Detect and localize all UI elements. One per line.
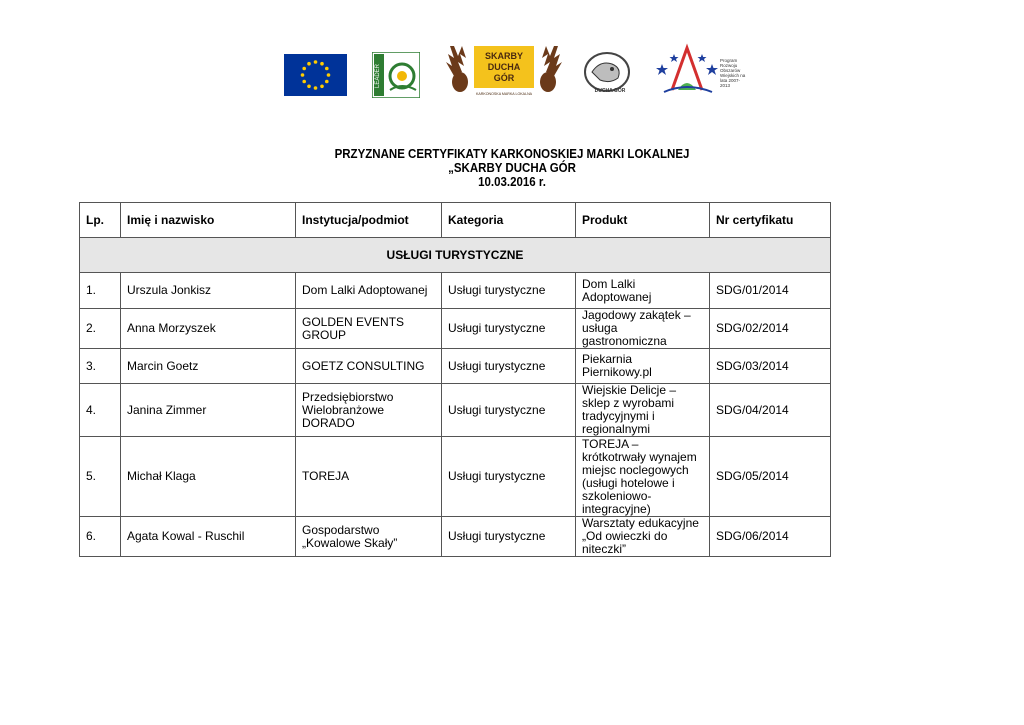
svg-text:DUCHA: DUCHA [487, 62, 521, 72]
cell-product: Wiejskie Delicje – sklep z wyrobami tradycyjnymi i regionalnymi [576, 384, 710, 437]
cell-lp: 4. [80, 384, 121, 437]
section-row [80, 238, 831, 273]
cell-product: Piekarnia Piernikowy.pl [576, 349, 710, 384]
leader-text: LEADER [375, 63, 381, 89]
cell-category: Usługi turystyczne [442, 349, 576, 384]
cell-institution: Gospodarstwo „Kowalowe Skały” [296, 517, 442, 557]
cell-product: TOREJA – krótkotrwały wynajem miejsc noclegowych (usługi hotelowe i szkoleniowo-integracyjne) [576, 437, 710, 517]
cell-name: Agata Kowal - Ruschil [121, 517, 296, 557]
title-line-1: PRZYZNANE CERTYFIKATY KARKONOSKIEJ MARKI LOKALNEJ [334, 147, 690, 161]
table-row [80, 349, 831, 384]
cell-category: Usługi turystyczne [442, 273, 576, 309]
cell-category: Usługi turystyczne [442, 384, 576, 437]
table-row [80, 384, 831, 437]
header-lp: Lp. [80, 203, 121, 238]
logo-strip [0, 40, 1024, 100]
cell-category: Usługi turystyczne [442, 517, 576, 557]
certificates-table [79, 202, 831, 557]
cell-certificate-number: SDG/02/2014 [710, 309, 831, 349]
table-row [80, 437, 831, 517]
cell-institution: GOLDEN EVENTS GROUP [296, 309, 442, 349]
eu-flag-logo [284, 54, 347, 96]
title-line-2: „SKARBY DUCHA GÓR [448, 161, 576, 175]
cell-lp: 3. [80, 349, 121, 384]
header-name: Imię i nazwisko [121, 203, 296, 238]
sdg-subtext: KARKONOSKA MARKA LOKALNA [475, 92, 533, 96]
section-label: USŁUGI TURYSTYCZNE [80, 238, 831, 273]
table-row [80, 517, 831, 557]
skarby-ducha-gor-logo [440, 42, 568, 98]
leader-logo [372, 52, 420, 98]
header-certificate-number: Nr certyfikatu [710, 203, 831, 238]
cell-lp: 6. [80, 517, 121, 557]
svg-text:SKARBY: SKARBY [484, 51, 524, 61]
table-row [80, 309, 831, 349]
cell-category: Usługi turystyczne [442, 437, 576, 517]
cell-lp: 2. [80, 309, 121, 349]
cell-product: Jagodowy zakątek – usługa gastronomiczna [576, 309, 710, 349]
cell-institution: GOETZ CONSULTING [296, 349, 442, 384]
table-header-row [80, 203, 831, 238]
cell-name: Urszula Jonkisz [121, 273, 296, 309]
prow-text: Program Rozwoju Obszarów Wiejskich na lata 2007-2013 [720, 58, 746, 88]
cell-lp: 1. [80, 273, 121, 309]
cell-product: Warsztaty edukacyjne „Od owieczki do niteczki” [576, 517, 710, 557]
cell-certificate-number: SDG/03/2014 [710, 349, 831, 384]
cell-name: Anna Morzyszek [121, 309, 296, 349]
page-title [0, 147, 1024, 189]
cell-name: Janina Zimmer [121, 384, 296, 437]
title-line-3: 10.03.2016 r. [478, 175, 546, 189]
ducha-gor-round-logo [582, 50, 632, 98]
cell-product: Dom Lalki Adoptowanej [576, 273, 710, 309]
cell-institution: Przedsiębiorstwo Wielobranżowe DORADO [296, 384, 442, 437]
cell-lp: 5. [80, 437, 121, 517]
cell-certificate-number: SDG/06/2014 [710, 517, 831, 557]
cell-name: Marcin Goetz [121, 349, 296, 384]
cell-institution: TOREJA [296, 437, 442, 517]
header-product: Produkt [576, 203, 710, 238]
cell-name: Michał Klaga [121, 437, 296, 517]
cell-institution: Dom Lalki Adoptowanej [296, 273, 442, 309]
cell-category: Usługi turystyczne [442, 309, 576, 349]
table-row [80, 273, 831, 309]
cell-certificate-number: SDG/04/2014 [710, 384, 831, 437]
header-category: Kategoria [442, 203, 576, 238]
cell-certificate-number: SDG/05/2014 [710, 437, 831, 517]
header-institution: Instytucja/podmiot [296, 203, 442, 238]
svg-text:GÓR: GÓR [493, 73, 515, 83]
cell-certificate-number: SDG/01/2014 [710, 273, 831, 309]
round-logo-text: DUCHA GÓR [594, 88, 626, 94]
